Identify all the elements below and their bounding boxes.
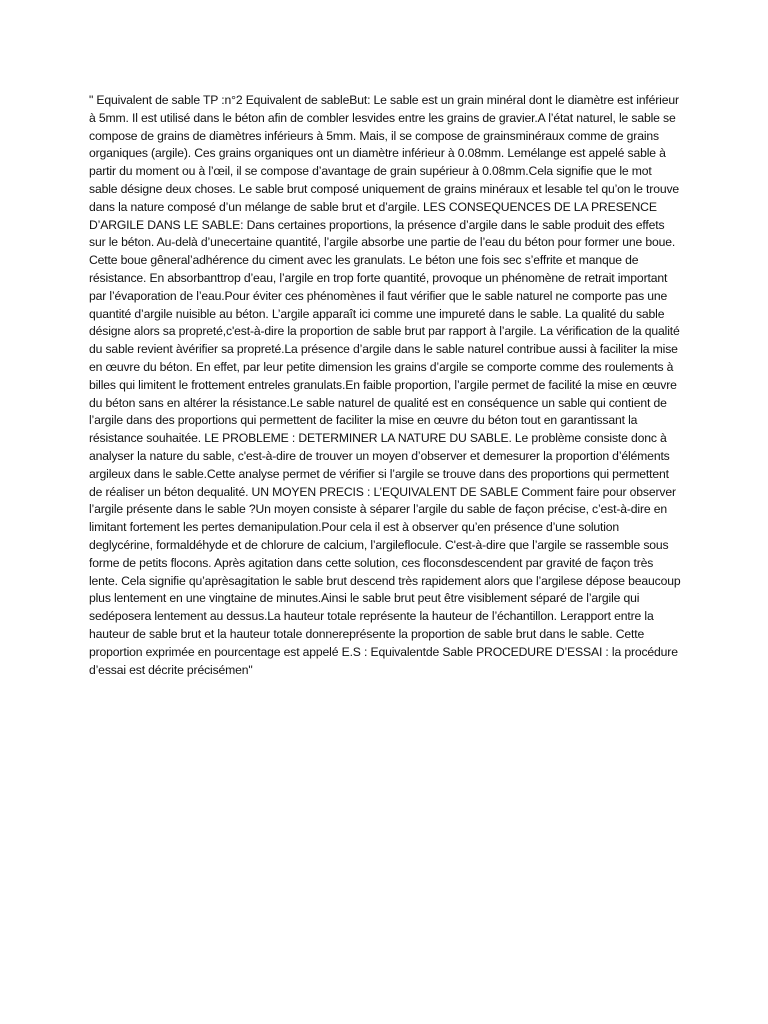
document-body-text: " Equivalent de sable TP :n°2 Equivalent de sableBut: Le sable est un grain minéral dont le diamètre est inférieur à 5mm. Il est utilisé dans le béton afin de combler lesvides entre les grains de gravier.A l’état naturel, le sable se compose de grains de diamètres inférieurs à 5mm. Mais, il se compose de grainsminéraux comme de grains organiques (argile). Ces grains organiques ont un diamètre inférieur à 0.08mm. Lemélange est appelé sable à partir du moment ou à l’œil, il se compose d’avantage de grain supérieur à 0.08mm.Cela signifie que le mot sable désigne deux choses. Le sable brut composé uniquement de grains minéraux et lesable tel qu’on le trouve dans la nature composé d’un mélange de sable brut et d’argile. LES CONSEQUENCES DE LA PRESENCE D’ARGILE DANS LE SABLE: Dans certaines proportions, la présence d’argile dans le sable produit des effets sur le béton. Au-delà d’unecertaine quantité, l’argile absorbe une partie de l’eau du béton pour former une boue. Cette boue gêneral’adhérence du ciment avec les granulats. Le béton une fois sec s’effrite et manque de résistance. En absorbanttrop d’eau, l’argile en trop forte quantité, provoque un phénomène de retrait important par l’évaporation de l’eau.Pour éviter ces phénomènes il faut vérifier que le sable naturel ne comporte pas une quantité d’argile nuisible au béton. L’argile apparaît ici comme une impureté dans le sable. La qualité du sable désigne alors sa propreté,c'est-à-dire la proportion de sable brut par rapport à l’argile. La vérification de la qualité du sable revient àvérifier sa propreté.La présence d’argile dans le sable naturel contribue aussi à faciliter la mise en œuvre du béton. En effet, par leur petite dimension les grains d’argile se comporte comme des roulements à billes qui limitent le frottement entreles granulats.En faible proportion, l’argile permet de facilité la mise en œuvre du béton sans en altérer la résistance.Le sable naturel de qualité est en conséquence un sable qui contient de l’argile dans des proportions qui permettent de faciliter la mise en œuvre du béton tout en garantissant la résistance souhaitée. LE PROBLEME : DETERMINER LA NATURE DU SABLE. Le problème consiste donc à analyser la nature du sable, c'est-à-dire de trouver un moyen d’observer et demesurer la proportion d’éléments argileux dans le sable.Cette analyse permet de vérifier si l’argile se trouve dans des proportions qui permettent de réaliser un béton dequalité. UN MOYEN PRECIS : L’EQUIVALENT DE SABLE Comment faire pour observer l’argile présente dans le sable ?Un moyen consiste à séparer l’argile du sable de façon précise, c’est-à-dire en limitant fortement les pertes demanipulation.Pour cela il est à observer qu’en présence d’une solution deglycérine, formaldéhyde et de chlorure de calcium, l’argileflocule. C'est-à-dire que l’argile se rassemble sous forme de petits flocons. Après agitation dans cette solution, ces floconsdescendent par gravité de façon très lente. Cela signifie qu’aprèsagitation le sable brut descend très rapidement alors que l’argilese dépose beaucoup plus lentement en une vingtaine de minutes.Ainsi le sable brut peut être visiblement séparé de l’argile qui sedéposera lentement au dessus.La hauteur totale représente la hauteur de l’échantillon. Lerapport entre la hauteur de sable brut et la hauteur totale donnereprésente la proportion de sable brut dans le sable. Cette proportion exprimée en pourcentage est appelé E.S : Equivalentde Sable PROCEDURE D’ESSAI : la procédure d’essai est décrite précisémen" (89, 93, 681, 677)
